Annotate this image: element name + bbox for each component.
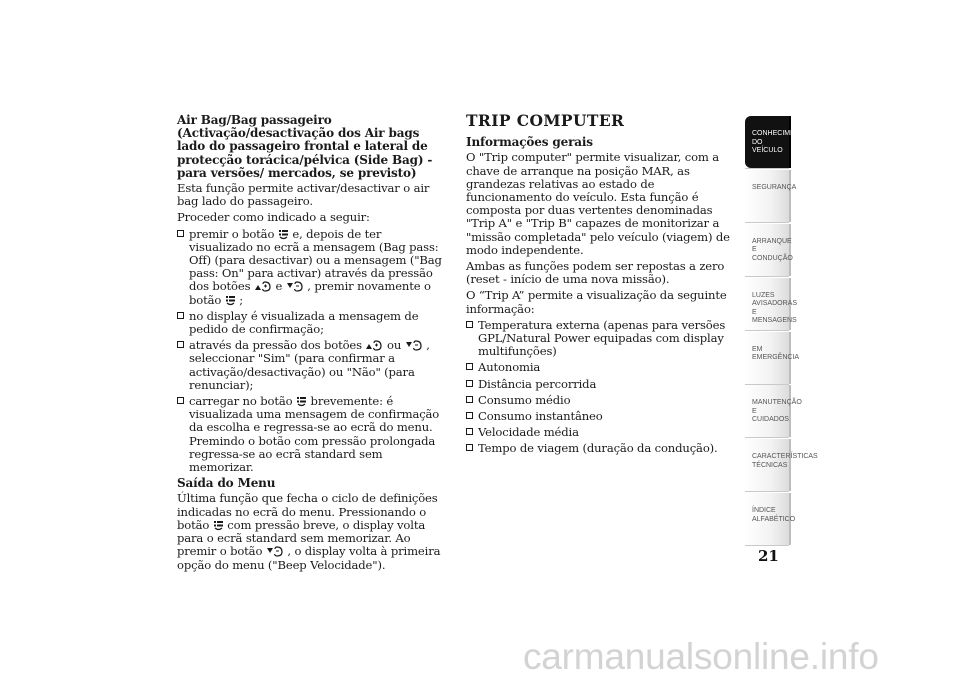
checkbox-bullet-icon — [466, 396, 473, 403]
list-item: Autonomia — [466, 361, 734, 374]
minus-down-icon — [406, 340, 422, 351]
checkbox-bullet-icon — [177, 397, 184, 404]
tab-seguranca[interactable]: SEGURANÇA — [745, 170, 791, 222]
airbag-intro: Esta função permite activar/desactivar o air bag lado do passageiro. — [177, 181, 430, 209]
list-item: carregar no botão brevemente: é visualizada uma mensagem de confirmação da escolha e regressa-se ao ecrã do menu. Premindo o botão com pressão prolongada regressa-se ao ecrã standard sem memorizar. — [177, 395, 445, 474]
checkbox-bullet-icon — [177, 312, 184, 319]
tab-em-emergencia[interactable]: EM EMERGÊNCIA — [745, 332, 791, 384]
tab-caracteristicas-tecnicas[interactable]: CARACTERÍSTICAS TÉCNICAS — [745, 439, 791, 491]
exit-menu-heading: Saída do Menu — [177, 476, 276, 491]
trip-computer-title: TRIP COMPUTER — [466, 111, 625, 130]
checkbox-bullet-icon — [177, 341, 184, 348]
menu-esc-icon — [214, 520, 223, 531]
trip-intro: O "Trip computer" permite visualizar, com a chave de arranque na posição MAR, as grandezas relativas ao estado de funcionamento do veículo. Esta função é composta por duas vertentes denominadas "Trip A" e "Trip B" capazes de monitorizar a "missão completada" pelo veículo (viagem) de modo independente. — [466, 150, 730, 257]
list-item: Distância percorrida — [466, 378, 734, 391]
list-item: no display é visualizada a mensagem de pedido de confirmação; — [177, 310, 445, 336]
chapter-tabs — [745, 116, 818, 547]
checkbox-bullet-icon — [466, 363, 473, 370]
trip-a-items — [466, 319, 734, 456]
tab-indice-alfabetico[interactable]: ÍNDICE ALFABÉTICO — [745, 493, 791, 545]
page-number: 21 — [758, 547, 779, 565]
airbag-steps — [177, 228, 445, 475]
minus-down-icon — [287, 281, 303, 292]
checkbox-bullet-icon — [466, 412, 473, 419]
tab-manutencao-e-cuidados[interactable]: MANUTENÇÃO E CUIDADOS — [745, 385, 791, 437]
menu-esc-icon — [297, 396, 306, 407]
checkbox-bullet-icon — [177, 230, 184, 237]
checkbox-bullet-icon — [466, 444, 473, 451]
checkbox-bullet-icon — [466, 428, 473, 435]
list-item: premir o botão e, depois de ter visualizado no ecrã a mensagem (Bag pass: Off) (para desactivar) ou a mensagem ("Bag pass: On" para activar) através da pressão dos botões e , premir novamente o botão ; — [177, 228, 445, 307]
list-item: Temperatura externa (apenas para versões GPL/Natural Power equipadas com display multifunções) — [466, 319, 734, 359]
tab-luzes-avisadoras[interactable]: LUZES AVISADORAS E MENSAGENS — [745, 278, 791, 330]
tab-conhecimento-do-veiculo[interactable]: CONHECIMENTO DO VEÍCULO — [745, 116, 791, 168]
right-column — [466, 111, 734, 459]
minus-down-icon — [267, 546, 283, 557]
checkbox-bullet-icon — [466, 321, 473, 328]
exit-menu-text: Última função que fecha o ciclo de definições indicadas no ecrã do menu. Pressionando o botão com pressão breve, o display volta para o ecrã standard sem memorizar. Ao premir o botão , o display volta à primeira opção do menu ("Beep Velocidade"). — [177, 491, 441, 572]
list-item: Tempo de viagem (duração da condução). — [466, 442, 734, 455]
list-item: através da pressão dos botões ou , seleccionar "Sim" (para confirmar a activação/desactivação) ou "Não" (para renunciar); — [177, 339, 445, 392]
checkbox-bullet-icon — [466, 380, 473, 387]
plus-up-icon — [255, 281, 271, 292]
left-column — [177, 114, 445, 575]
tab-arranque-e-conducao[interactable]: ARRANQUE E CONDUÇÃO — [745, 224, 791, 276]
trip-reset: Ambas as funções podem ser repostas a zero (reset - início de uma nova missão). — [466, 259, 725, 287]
list-item: Velocidade média — [466, 426, 734, 439]
airbag-procedure: Proceder como indicado a seguir: — [177, 210, 370, 225]
airbag-heading: Air Bag/Bag passageiro (Activação/desactivação dos Air bags lado do passageiro frontal e lateral de protecção torácica/pélvica (Side Bag) - para versões/ mercados, se previsto) — [177, 113, 433, 180]
list-item: Consumo médio — [466, 394, 734, 407]
plus-up-icon — [366, 340, 382, 351]
watermark: carmanualsonline.info — [523, 636, 879, 677]
general-info-heading: Informações gerais — [466, 135, 593, 150]
trip-a-info: O “Trip A” permite a visualização da seguinte informação: — [466, 288, 727, 316]
menu-esc-icon — [279, 229, 288, 240]
menu-esc-icon — [226, 295, 235, 306]
list-item: Consumo instantâneo — [466, 410, 734, 423]
